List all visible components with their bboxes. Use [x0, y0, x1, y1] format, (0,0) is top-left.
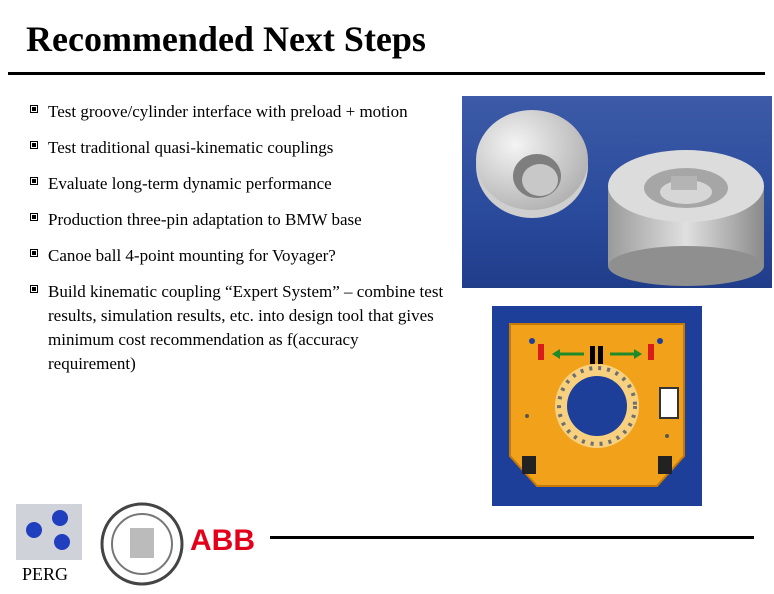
coupling-parts-render: [462, 96, 772, 288]
bullet-square-icon: [30, 213, 38, 221]
perg-logo: [12, 496, 92, 586]
perg-label: PERG: [22, 564, 69, 584]
abb-label: ABB: [190, 524, 255, 554]
bullet-item: [30, 280, 448, 376]
abb-wordmark-icon: [188, 522, 260, 554]
bullet-item: [30, 208, 450, 232]
seal-icon: [96, 500, 190, 588]
university-seal-logo: [96, 500, 190, 588]
bullet-square-icon: [30, 141, 38, 149]
slide-title: Recommended Next Steps: [26, 19, 426, 59]
bmw-base-plate-render: [492, 306, 702, 506]
footer-divider: [270, 536, 754, 539]
coupling-parts-illustration: [462, 96, 772, 288]
bullet-item: [30, 100, 426, 124]
bullet-text: Test groove/cylinder interface with preload + motion: [48, 102, 408, 121]
perg-balls-icon: [12, 496, 92, 586]
bullet-item: [30, 172, 450, 196]
base-plate-illustration: [492, 306, 702, 506]
bullet-list: [30, 100, 450, 388]
bullet-item: [30, 136, 450, 160]
bullet-text: Evaluate long-term dynamic performance: [48, 174, 332, 193]
bullet-text: Production three-pin adaptation to BMW base: [48, 210, 362, 229]
bullet-square-icon: [30, 177, 38, 185]
bullet-text: Test traditional quasi-kinematic couplings: [48, 138, 334, 157]
title-divider: [8, 72, 765, 75]
bullet-text: Canoe ball 4-point mounting for Voyager?: [48, 246, 336, 265]
bullet-square-icon: [30, 285, 38, 293]
bullet-text: Build kinematic coupling “Expert System” – combine test results, simulation results, etc. into design tool that gives minimum cost recommendation as f(accuracy requirement): [48, 282, 444, 373]
bullet-item: [30, 244, 450, 268]
bullet-square-icon: [30, 249, 38, 257]
logo-bar: [12, 496, 772, 592]
bullet-square-icon: [30, 105, 38, 113]
abb-logo: [188, 522, 260, 554]
